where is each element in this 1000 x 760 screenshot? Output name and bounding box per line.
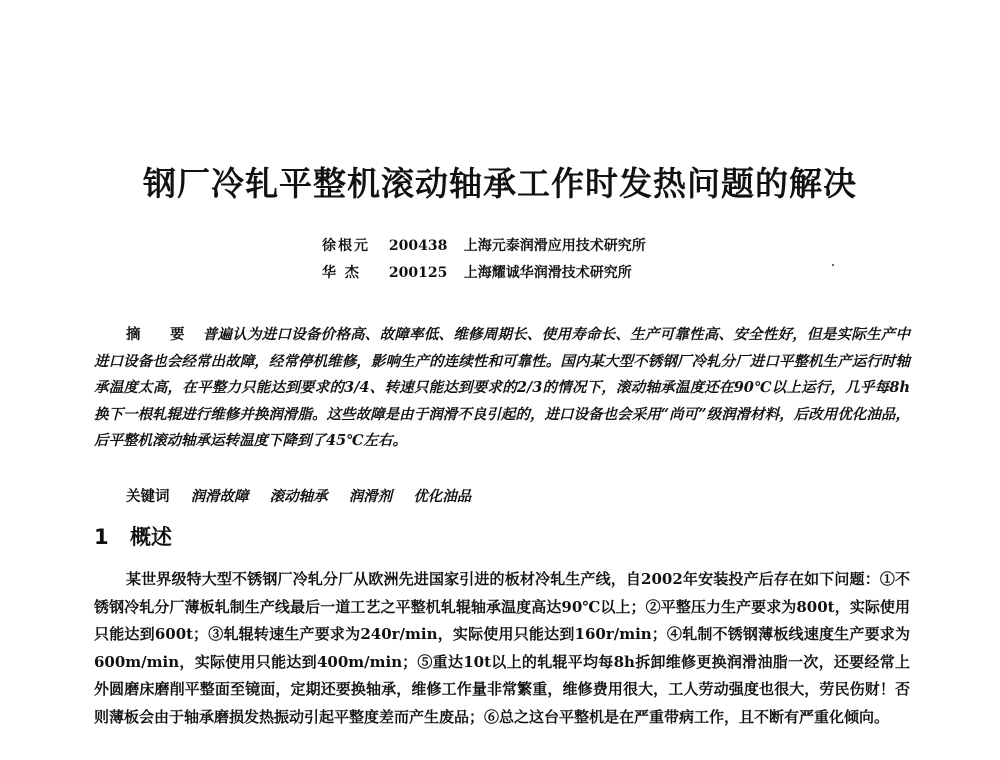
scan-speck	[832, 264, 834, 266]
section-heading	[94, 522, 172, 552]
author-line	[322, 263, 632, 283]
author-line	[322, 236, 646, 256]
abstract-label: 摘 要	[126, 326, 197, 343]
keyword: 润滑故障	[190, 488, 249, 505]
keyword: 润滑剂	[348, 488, 393, 505]
author-postcode: 200125	[388, 265, 448, 281]
keywords-label: 关键词	[126, 488, 170, 505]
keywords	[126, 486, 487, 508]
keyword: 优化油品	[413, 488, 472, 505]
author-name: 华 杰	[322, 265, 361, 281]
section-number: 1	[94, 525, 109, 549]
author-name: 徐根元	[322, 238, 370, 254]
keyword: 滚动轴承	[269, 488, 328, 505]
abstract-text: 普遍认为进口设备价格高、故障率低、维修周期长、使用寿命长、生产可靠性高、安全性好，但是实际生产中进口设备也会经常出故障，经常停机维修，影响生产的连续性和可靠性。国内某大型不锈钢厂冷轧分厂进口平整机生产运行时轴承温度太高，在平整力只能达到要求的3/4、转速只能达到要求的2/3的情况下，滚动轴承温度还在90℃以上运行，几乎每8h换下一根轧辊进行维修并换润滑脂。这些故障是由于润滑不良引起的，进口设备也会采用“尚可”级润滑材料，后改用优化油品，后平整机滚动轴承运转温度下降到了45℃左右。	[94, 326, 910, 449]
abstract	[94, 322, 910, 455]
paper-title: 钢厂冷轧平整机滚动轴承工作时发热问题的解决	[143, 164, 857, 203]
author-affiliation: 上海耀诚华润滑技术研究所	[463, 265, 632, 281]
author-postcode: 200438	[388, 238, 448, 254]
author-affiliation: 上海元泰润滑应用技术研究所	[463, 238, 646, 254]
body-paragraph: 某世界级特大型不锈钢厂冷轧分厂从欧洲先进国家引进的板材冷轧生产线，自2002年安装投产后存在如下问题：①不锈钢冷轧分厂薄板轧制生产线最后一道工艺之平整机轧辊轴承温度高达90℃以上；②平整压力生产要求为800t，实际使用只能达到600t；③轧辊转速生产要求为240r/min，实际使用只能达到160r/min；④轧制不锈钢薄板线速度生产要求为600m/min，实际使用只能达到400m/min；⑤重达10t以上的轧辊平均每8h拆卸维修更换润滑油脂一次，还要经常上外圆磨床磨削平整面至镜面，定期还要换轴承，维修工作量非常繁重，维修费用很大，工人劳动强度也很大，劳民伤财！否则薄板会由于轴承磨损发热振动引起平整度差而产生废品；⑥总之这台平整机是在严重带病工作，且不断有严重化倾向。	[94, 570, 910, 726]
section-title: 概述	[130, 525, 172, 549]
